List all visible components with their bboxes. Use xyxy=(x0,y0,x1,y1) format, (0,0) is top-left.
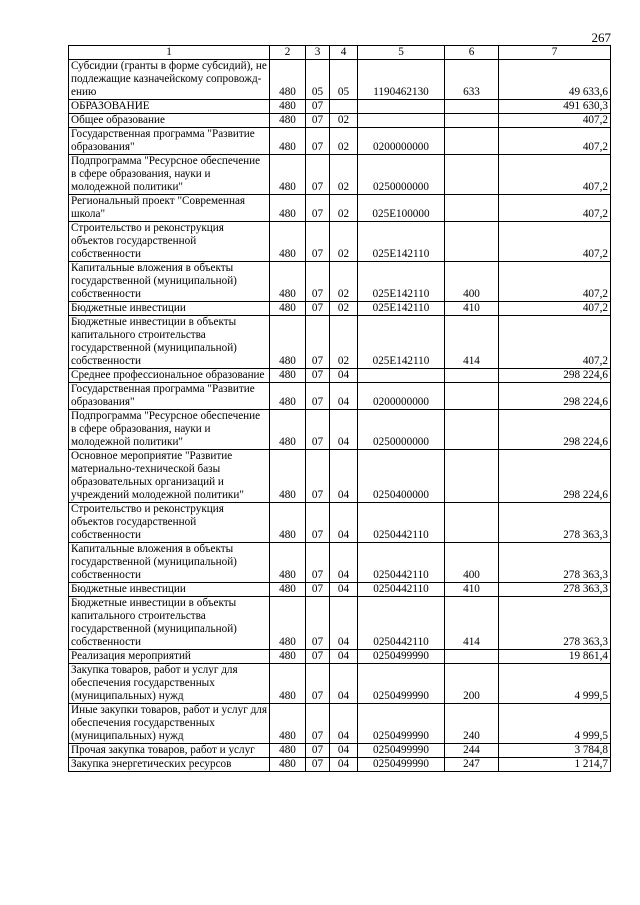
cell-vr: 400 xyxy=(445,543,499,583)
cell-csr: 0250000000 xyxy=(358,410,445,450)
table-row xyxy=(69,114,611,128)
cell-name: Бюджетные инвестиции в объекты капитального строительства государственной (муниципальной) собственности xyxy=(69,316,270,369)
cell-vr xyxy=(445,503,499,543)
cell-grbs: 480 xyxy=(270,302,306,316)
cell-grbs: 480 xyxy=(270,744,306,758)
cell-vr: 400 xyxy=(445,262,499,302)
cell-sum: 407,2 xyxy=(499,155,611,195)
cell-rz: 07 xyxy=(306,583,330,597)
cell-grbs: 480 xyxy=(270,222,306,262)
table-row xyxy=(69,195,611,222)
cell-sum: 407,2 xyxy=(499,114,611,128)
cell-vr: 633 xyxy=(445,60,499,100)
cell-grbs: 480 xyxy=(270,100,306,114)
table-row xyxy=(69,60,611,100)
cell-rz: 07 xyxy=(306,195,330,222)
cell-vr xyxy=(445,114,499,128)
cell-grbs: 480 xyxy=(270,316,306,369)
cell-name: Капитальные вложения в объекты государственной (муниципальной) собственности xyxy=(69,262,270,302)
cell-grbs: 480 xyxy=(270,114,306,128)
cell-rz: 07 xyxy=(306,704,330,744)
column-header: 2 xyxy=(270,46,306,60)
budget-table xyxy=(68,45,611,772)
cell-pr: 05 xyxy=(330,60,358,100)
cell-vr: 240 xyxy=(445,704,499,744)
cell-csr: 025E142110 xyxy=(358,222,445,262)
table-row xyxy=(69,583,611,597)
cell-name: Прочая закупка товаров, работ и услуг xyxy=(69,744,270,758)
cell-name: Строительство и реконструкция объектов государственной собственности xyxy=(69,222,270,262)
cell-sum: 298 224,6 xyxy=(499,383,611,410)
cell-sum: 491 630,3 xyxy=(499,100,611,114)
table-row xyxy=(69,383,611,410)
cell-grbs: 480 xyxy=(270,543,306,583)
cell-csr xyxy=(358,369,445,383)
cell-pr: 02 xyxy=(330,316,358,369)
cell-csr: 0250442110 xyxy=(358,503,445,543)
cell-pr: 04 xyxy=(330,664,358,704)
cell-grbs: 480 xyxy=(270,650,306,664)
table-row xyxy=(69,410,611,450)
cell-rz: 07 xyxy=(306,650,330,664)
column-header: 6 xyxy=(445,46,499,60)
cell-name: ОБРАЗОВАНИЕ xyxy=(69,100,270,114)
cell-sum: 1 214,7 xyxy=(499,758,611,772)
cell-sum: 278 363,3 xyxy=(499,543,611,583)
cell-pr: 04 xyxy=(330,758,358,772)
column-header: 4 xyxy=(330,46,358,60)
cell-grbs: 480 xyxy=(270,155,306,195)
cell-csr: 0250400000 xyxy=(358,450,445,503)
cell-csr: 025E142110 xyxy=(358,302,445,316)
cell-pr: 02 xyxy=(330,262,358,302)
cell-name: Среднее профессиональное образование xyxy=(69,369,270,383)
column-header: 3 xyxy=(306,46,330,60)
cell-csr: 0250442110 xyxy=(358,583,445,597)
cell-vr: 244 xyxy=(445,744,499,758)
cell-csr: 0200000000 xyxy=(358,128,445,155)
cell-sum: 407,2 xyxy=(499,262,611,302)
cell-csr: 0250499990 xyxy=(358,650,445,664)
cell-name: Капитальные вложения в объекты государственной (муниципальной) собственности xyxy=(69,543,270,583)
cell-rz: 07 xyxy=(306,302,330,316)
cell-csr: 025E142110 xyxy=(358,262,445,302)
cell-vr xyxy=(445,128,499,155)
cell-pr: 04 xyxy=(330,704,358,744)
cell-rz: 05 xyxy=(306,60,330,100)
cell-rz: 07 xyxy=(306,316,330,369)
cell-pr: 02 xyxy=(330,114,358,128)
cell-name: Закупка товаров, работ и услуг для обеспечения государственных (муниципальных) нужд xyxy=(69,664,270,704)
cell-csr: 0250442110 xyxy=(358,597,445,650)
table-row xyxy=(69,543,611,583)
cell-grbs: 480 xyxy=(270,60,306,100)
cell-csr: 0250442110 xyxy=(358,543,445,583)
cell-rz: 07 xyxy=(306,597,330,650)
cell-rz: 07 xyxy=(306,744,330,758)
cell-csr xyxy=(358,100,445,114)
cell-rz: 07 xyxy=(306,664,330,704)
table-row xyxy=(69,155,611,195)
cell-sum: 298 224,6 xyxy=(499,369,611,383)
cell-grbs: 480 xyxy=(270,262,306,302)
cell-sum: 407,2 xyxy=(499,128,611,155)
cell-name: Подпрограмма "Ресурсное обеспечение в сфере образования, науки и молодежной политики" xyxy=(69,410,270,450)
cell-pr: 02 xyxy=(330,302,358,316)
table-row xyxy=(69,704,611,744)
cell-csr: 0250499990 xyxy=(358,758,445,772)
table-row xyxy=(69,503,611,543)
cell-sum: 278 363,3 xyxy=(499,503,611,543)
cell-sum: 407,2 xyxy=(499,222,611,262)
cell-name: Реализация мероприятий xyxy=(69,650,270,664)
cell-vr xyxy=(445,410,499,450)
cell-csr: 025E100000 xyxy=(358,195,445,222)
table-row xyxy=(69,597,611,650)
cell-name: Бюджетные инвестиции в объекты капитального строительства государственной (муниципальной) собственности xyxy=(69,597,270,650)
cell-rz: 07 xyxy=(306,369,330,383)
table-row xyxy=(69,650,611,664)
cell-sum: 4 999,5 xyxy=(499,704,611,744)
cell-csr: 025E142110 xyxy=(358,316,445,369)
cell-rz: 07 xyxy=(306,262,330,302)
cell-rz: 07 xyxy=(306,100,330,114)
table-row xyxy=(69,369,611,383)
cell-sum: 278 363,3 xyxy=(499,597,611,650)
cell-pr: 04 xyxy=(330,650,358,664)
cell-vr: 200 xyxy=(445,664,499,704)
cell-grbs: 480 xyxy=(270,450,306,503)
cell-pr: 04 xyxy=(330,597,358,650)
cell-rz: 07 xyxy=(306,383,330,410)
cell-vr xyxy=(445,155,499,195)
cell-name: Основное мероприятие "Развитие материально-технической базы образовательных организаций и учреждений молодежной политики" xyxy=(69,450,270,503)
cell-pr xyxy=(330,100,358,114)
cell-grbs: 480 xyxy=(270,597,306,650)
cell-csr: 0250499990 xyxy=(358,744,445,758)
cell-sum: 278 363,3 xyxy=(499,583,611,597)
page-number: 267 xyxy=(591,30,611,45)
cell-csr xyxy=(358,114,445,128)
cell-rz: 07 xyxy=(306,410,330,450)
cell-grbs: 480 xyxy=(270,704,306,744)
cell-vr xyxy=(445,383,499,410)
cell-rz: 07 xyxy=(306,155,330,195)
cell-sum: 407,2 xyxy=(499,302,611,316)
cell-vr: 410 xyxy=(445,302,499,316)
cell-vr: 414 xyxy=(445,597,499,650)
cell-vr: 410 xyxy=(445,583,499,597)
cell-csr: 0250000000 xyxy=(358,155,445,195)
cell-name: Государственная программа "Развитие образования" xyxy=(69,383,270,410)
cell-name: Государственная программа "Развитие образования" xyxy=(69,128,270,155)
column-header: 7 xyxy=(499,46,611,60)
cell-pr: 04 xyxy=(330,383,358,410)
cell-rz: 07 xyxy=(306,503,330,543)
cell-vr xyxy=(445,100,499,114)
header-row xyxy=(69,46,611,60)
cell-pr: 04 xyxy=(330,503,358,543)
cell-rz: 07 xyxy=(306,543,330,583)
cell-pr: 02 xyxy=(330,128,358,155)
cell-vr: 414 xyxy=(445,316,499,369)
cell-vr: 247 xyxy=(445,758,499,772)
cell-pr: 02 xyxy=(330,155,358,195)
cell-vr xyxy=(445,195,499,222)
table-row xyxy=(69,450,611,503)
cell-name: Региональный проект "Современная школа" xyxy=(69,195,270,222)
cell-name: Бюджетные инвестиции xyxy=(69,302,270,316)
cell-sum: 298 224,6 xyxy=(499,410,611,450)
cell-sum: 3 784,8 xyxy=(499,744,611,758)
table-row xyxy=(69,222,611,262)
cell-csr: 1190462130 xyxy=(358,60,445,100)
cell-sum: 4 999,5 xyxy=(499,664,611,704)
cell-grbs: 480 xyxy=(270,369,306,383)
cell-pr: 04 xyxy=(330,369,358,383)
cell-sum: 407,2 xyxy=(499,316,611,369)
table-row xyxy=(69,100,611,114)
cell-vr xyxy=(445,369,499,383)
cell-name: Подпрограмма "Ресурсное обеспечение в сфере образования, науки и молодежной политики" xyxy=(69,155,270,195)
cell-sum: 49 633,6 xyxy=(499,60,611,100)
cell-name: Бюджетные инвестиции xyxy=(69,583,270,597)
table-row xyxy=(69,302,611,316)
cell-vr xyxy=(445,450,499,503)
table-row xyxy=(69,744,611,758)
cell-name: Иные закупки товаров, работ и услуг для обеспечения государственных (муниципальных) нужд xyxy=(69,704,270,744)
cell-rz: 07 xyxy=(306,758,330,772)
cell-grbs: 480 xyxy=(270,583,306,597)
cell-csr: 0250499990 xyxy=(358,704,445,744)
cell-vr xyxy=(445,650,499,664)
cell-grbs: 480 xyxy=(270,503,306,543)
table-row xyxy=(69,262,611,302)
cell-grbs: 480 xyxy=(270,128,306,155)
cell-name: Строительство и реконструкция объектов государственной собственности xyxy=(69,503,270,543)
cell-pr: 04 xyxy=(330,410,358,450)
cell-rz: 07 xyxy=(306,128,330,155)
table-row xyxy=(69,316,611,369)
table-row xyxy=(69,128,611,155)
cell-rz: 07 xyxy=(306,114,330,128)
cell-rz: 07 xyxy=(306,450,330,503)
cell-pr: 04 xyxy=(330,450,358,503)
cell-sum: 19 861,4 xyxy=(499,650,611,664)
cell-grbs: 480 xyxy=(270,383,306,410)
cell-pr: 04 xyxy=(330,543,358,583)
table-row xyxy=(69,664,611,704)
cell-pr: 02 xyxy=(330,195,358,222)
cell-sum: 407,2 xyxy=(499,195,611,222)
cell-csr: 0200000000 xyxy=(358,383,445,410)
cell-pr: 02 xyxy=(330,222,358,262)
cell-grbs: 480 xyxy=(270,195,306,222)
table-row xyxy=(69,758,611,772)
cell-pr: 04 xyxy=(330,583,358,597)
cell-rz: 07 xyxy=(306,222,330,262)
cell-sum: 298 224,6 xyxy=(499,450,611,503)
cell-grbs: 480 xyxy=(270,758,306,772)
cell-name: Общее образование xyxy=(69,114,270,128)
column-header: 5 xyxy=(358,46,445,60)
cell-pr: 04 xyxy=(330,744,358,758)
cell-grbs: 480 xyxy=(270,664,306,704)
cell-grbs: 480 xyxy=(270,410,306,450)
cell-csr: 0250499990 xyxy=(358,664,445,704)
cell-vr xyxy=(445,222,499,262)
cell-name: Закупка энергетических ресурсов xyxy=(69,758,270,772)
cell-name: Субсидии (гранты в форме субсидий), не подлежащие казначейскому сопровождению xyxy=(69,60,270,100)
column-header: 1 xyxy=(69,46,270,60)
